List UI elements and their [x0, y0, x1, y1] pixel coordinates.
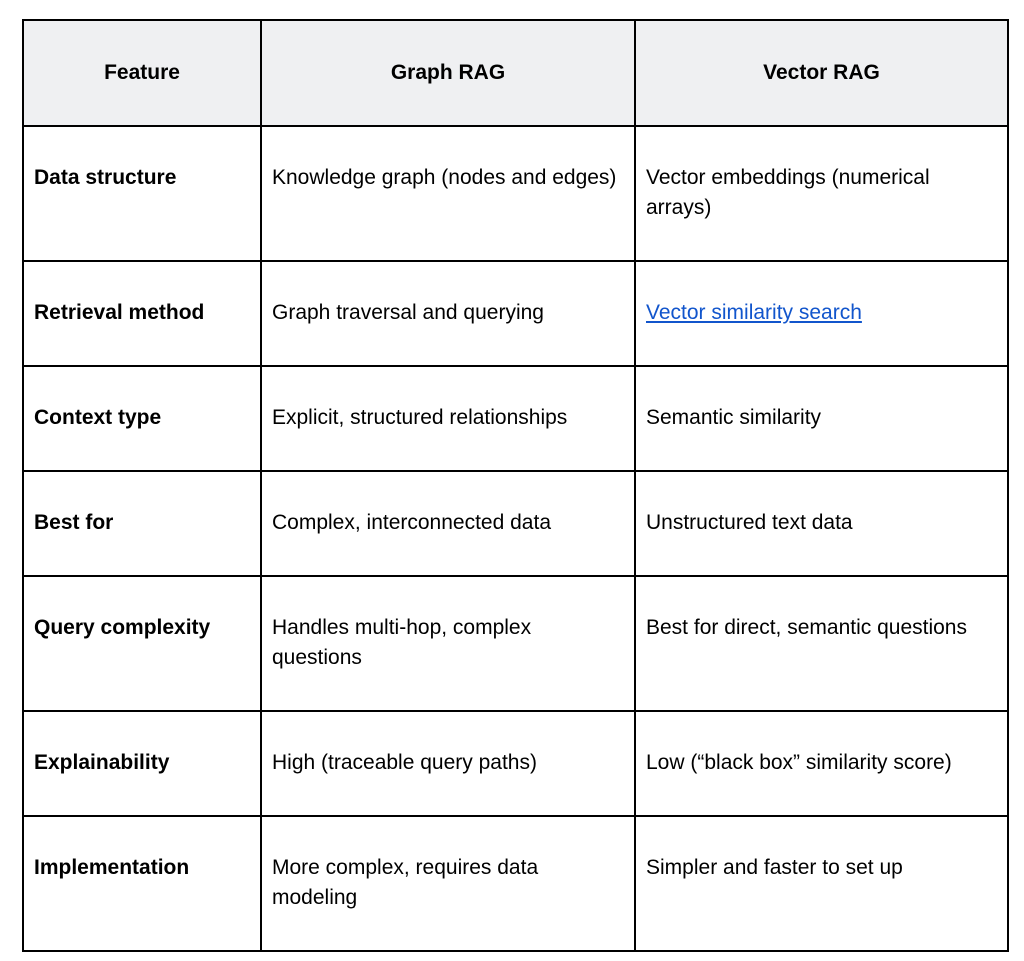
header-row [23, 20, 1008, 126]
vector-rag-cell: Semantic similarity [635, 366, 1008, 471]
graph-rag-cell: Explicit, structured relationships [261, 366, 635, 471]
graph-rag-cell: Knowledge graph (nodes and edges) [261, 126, 635, 261]
table-row [23, 126, 1008, 261]
vector-rag-cell [635, 261, 1008, 366]
vector-rag-cell: Low (“black box” similarity score) [635, 711, 1008, 816]
feature-cell: Best for [23, 471, 261, 576]
header-vector-rag: Vector RAG [635, 20, 1008, 126]
header-graph-rag: Graph RAG [261, 20, 635, 126]
vector-rag-cell: Vector embeddings (numerical arrays) [635, 126, 1008, 261]
graph-rag-cell: Graph traversal and querying [261, 261, 635, 366]
feature-cell: Retrieval method [23, 261, 261, 366]
table-row [23, 576, 1008, 711]
feature-cell: Data structure [23, 126, 261, 261]
vector-rag-cell: Best for direct, semantic questions [635, 576, 1008, 711]
table-row [23, 366, 1008, 471]
table-row [23, 261, 1008, 366]
graph-rag-cell: High (traceable query paths) [261, 711, 635, 816]
header-feature: Feature [23, 20, 261, 126]
graph-rag-cell: Handles multi-hop, complex questions [261, 576, 635, 711]
vector-rag-cell: Simpler and faster to set up [635, 816, 1008, 951]
vector-rag-cell: Unstructured text data [635, 471, 1008, 576]
feature-cell: Explainability [23, 711, 261, 816]
graph-rag-cell: More complex, requires data modeling [261, 816, 635, 951]
table-row [23, 471, 1008, 576]
comparison-table [22, 19, 1009, 952]
feature-cell: Context type [23, 366, 261, 471]
table-row [23, 816, 1008, 951]
feature-cell: Implementation [23, 816, 261, 951]
vector-similarity-search-link[interactable]: Vector similarity search [646, 301, 862, 324]
graph-rag-cell: Complex, interconnected data [261, 471, 635, 576]
table-row [23, 711, 1008, 816]
feature-cell: Query complexity [23, 576, 261, 711]
